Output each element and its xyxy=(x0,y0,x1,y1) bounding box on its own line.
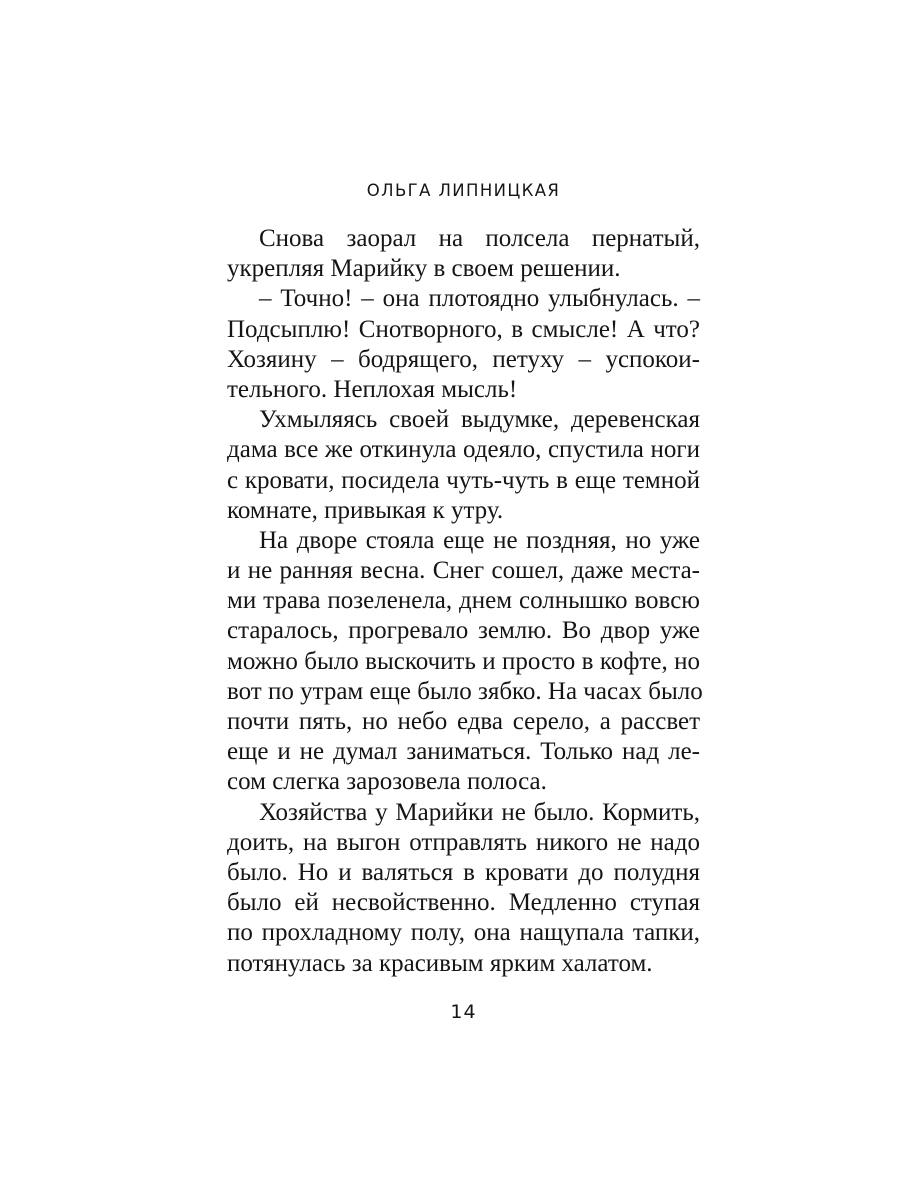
running-head-author: ОЛЬГА ЛИПНИЦКАЯ xyxy=(366,181,561,200)
text-line: Хозяйства у Марийки не было. Кормить, xyxy=(259,798,700,826)
text-line: дама все же откинула одеяло, спустила ноги xyxy=(227,436,700,464)
text-line: старалось, прогревало землю. Во двор уже xyxy=(227,617,700,645)
text-line: с кровати, посидела чуть-чуть в еще темной xyxy=(227,466,700,494)
text-line: почти пять, но небо едва серело, а рассвет xyxy=(227,708,700,735)
text-line: Снова заорал на полсела пернатый, xyxy=(259,225,700,252)
paragraph-2 xyxy=(227,284,700,405)
text-line: вот по утрам еще было зябко. На часах было xyxy=(227,677,703,705)
text-line: укрепляя Марийку в своем решении. xyxy=(227,255,621,283)
text-line: комнате, привыкая к утру. xyxy=(227,496,504,524)
text-line: Подсыплю! Снотворного, в смысле! А что? xyxy=(227,315,700,343)
text-line: было. Но и валяться в кровати до полудня xyxy=(227,858,700,886)
text-line: сом слегка зарозовела полоса. xyxy=(227,768,547,796)
text-line: ми трава позеленела, днем солнышко вовсю xyxy=(227,587,700,615)
text-line: было ей несвойственно. Медленно ступая xyxy=(227,889,700,917)
paragraph-3 xyxy=(227,405,700,526)
text-line: можно было выскочить и просто в кофте, но xyxy=(227,647,700,675)
text-line: Хозяину – бодрящего, петуху – успокои- xyxy=(227,345,700,373)
paragraph-5 xyxy=(227,798,700,979)
text-line: Ухмыляясь своей выдумке, деревенская xyxy=(259,406,700,434)
body-text xyxy=(227,224,703,979)
text-line: и не ранняя весна. Снег сошел, даже места- xyxy=(227,557,700,585)
text-line: На дворе стояла еще не поздняя, но уже xyxy=(259,526,700,554)
text-line: еще и не думал заниматься. Только над ле- xyxy=(227,738,700,766)
paragraph-4 xyxy=(227,526,703,798)
text-line: тельного. Неплохая мысль! xyxy=(227,375,518,403)
text-line: потянулась за красивым ярким халатом. xyxy=(227,949,653,977)
paragraph-1 xyxy=(227,224,700,284)
text-line: – Точно! – она плотоядно улыбнулась. – xyxy=(259,285,700,313)
text-line: доить, на выгон отправлять никого не надо xyxy=(227,828,700,856)
page-number: 14 xyxy=(450,1001,477,1023)
text-line: по прохладному полу, она нащупала тапки, xyxy=(227,919,700,947)
